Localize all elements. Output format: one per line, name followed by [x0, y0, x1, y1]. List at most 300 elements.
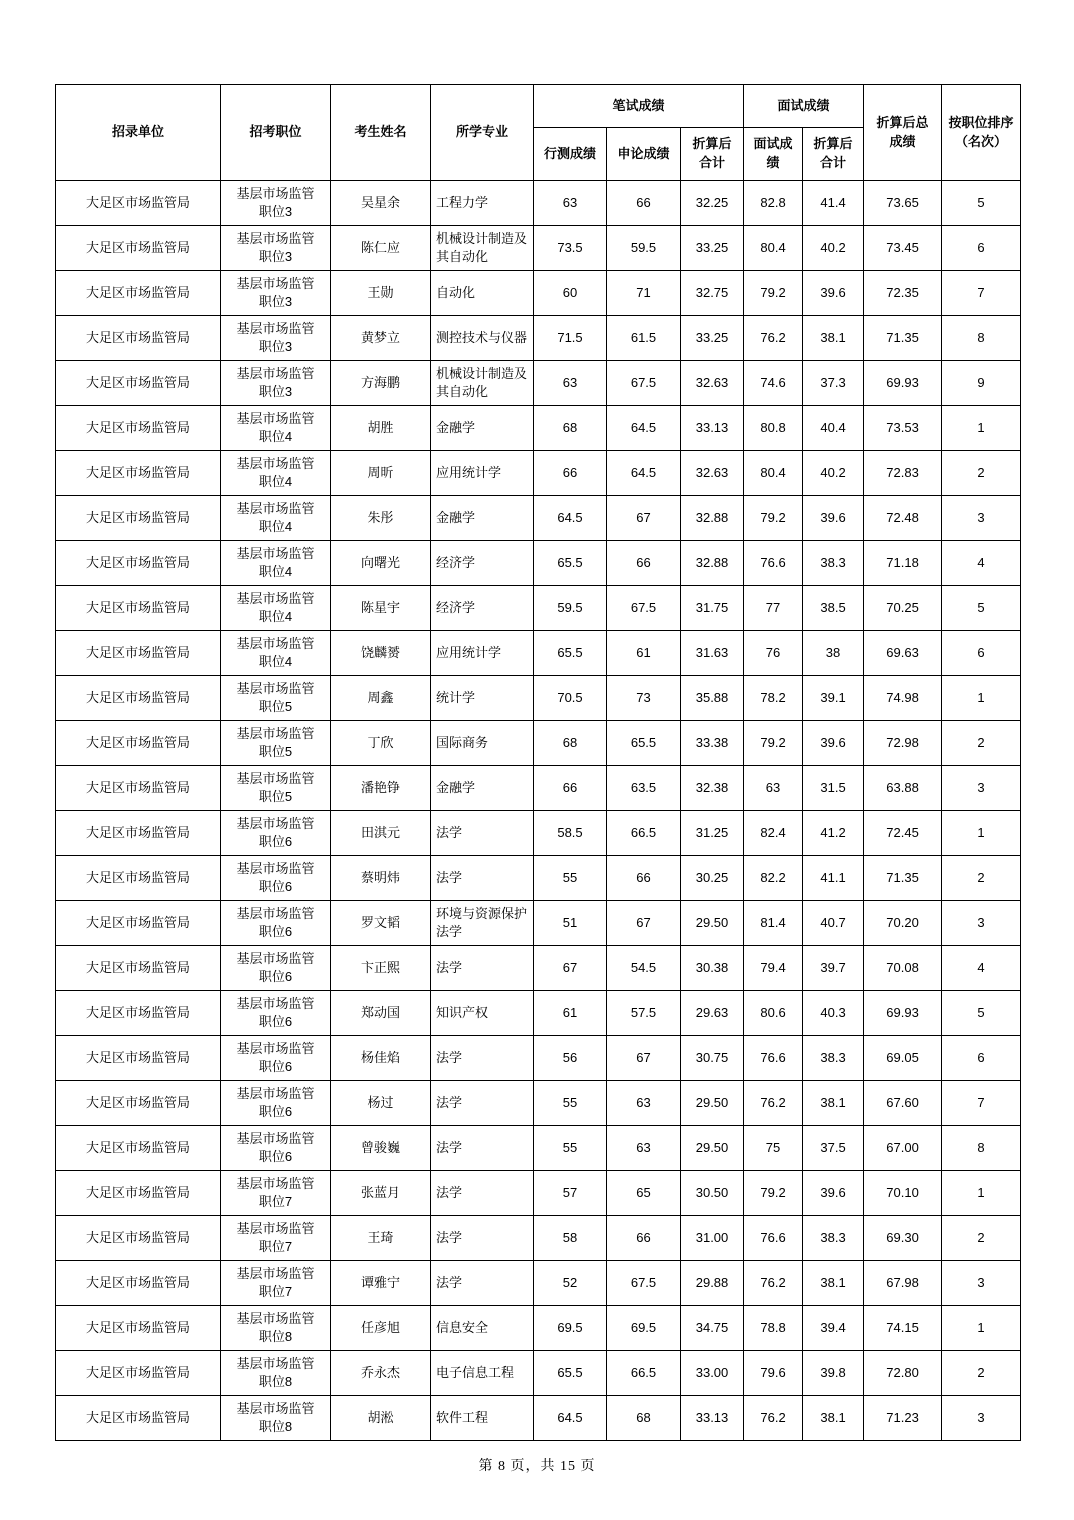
table-row: [56, 1171, 1021, 1216]
cell-total-score: 74.98: [864, 676, 942, 721]
cell-unit: 大足区市场监管局: [56, 1081, 221, 1126]
table-row: [56, 226, 1021, 271]
cell-candidate-name: 杨佳焰: [331, 1036, 431, 1081]
table-row: [56, 1351, 1021, 1396]
cell-xingce-score: 67: [534, 946, 607, 991]
cell-interview-converted: 40.2: [803, 451, 864, 496]
cell-written-converted: 34.75: [681, 1306, 744, 1351]
cell-interview-score: 82.2: [744, 856, 803, 901]
cell-interview-score: 80.4: [744, 226, 803, 271]
cell-shenlun-score: 64.5: [607, 451, 681, 496]
cell-shenlun-score: 65: [607, 1171, 681, 1216]
cell-major: 法学: [431, 811, 534, 856]
cell-interview-score: 76.2: [744, 1081, 803, 1126]
cell-xingce-score: 57: [534, 1171, 607, 1216]
cell-shenlun-score: 67: [607, 1036, 681, 1081]
cell-candidate-name: 饶麟赟: [331, 631, 431, 676]
cell-unit: 大足区市场监管局: [56, 766, 221, 811]
cell-xingce-score: 55: [534, 1081, 607, 1126]
cell-xingce-score: 58.5: [534, 811, 607, 856]
header-position: 招考职位: [221, 85, 331, 181]
cell-total-score: 72.35: [864, 271, 942, 316]
cell-major: 统计学: [431, 676, 534, 721]
cell-interview-converted: 39.4: [803, 1306, 864, 1351]
cell-candidate-name: 曾骏巍: [331, 1126, 431, 1171]
cell-shenlun-score: 64.5: [607, 406, 681, 451]
cell-position: 基层市场监管 职位3: [221, 226, 331, 271]
cell-candidate-name: 谭雅宁: [331, 1261, 431, 1306]
table-row: [56, 1081, 1021, 1126]
table-row: [56, 991, 1021, 1036]
cell-xingce-score: 70.5: [534, 676, 607, 721]
header-interview-score: 面试成绩: [744, 128, 803, 181]
cell-interview-score: 79.6: [744, 1351, 803, 1396]
cell-unit: 大足区市场监管局: [56, 226, 221, 271]
cell-total-score: 71.23: [864, 1396, 942, 1441]
cell-shenlun-score: 67: [607, 901, 681, 946]
cell-interview-score: 80.6: [744, 991, 803, 1036]
cell-unit: 大足区市场监管局: [56, 496, 221, 541]
cell-candidate-name: 黄梦立: [331, 316, 431, 361]
cell-major: 工程力学: [431, 181, 534, 226]
cell-interview-converted: 39.6: [803, 1171, 864, 1216]
cell-shenlun-score: 67.5: [607, 361, 681, 406]
cell-shenlun-score: 66.5: [607, 1351, 681, 1396]
cell-unit: 大足区市场监管局: [56, 901, 221, 946]
cell-major: 金融学: [431, 406, 534, 451]
cell-rank: 1: [942, 1306, 1021, 1351]
cell-position: 基层市场监管 职位7: [221, 1171, 331, 1216]
cell-rank: 3: [942, 1396, 1021, 1441]
cell-candidate-name: 陈星宇: [331, 586, 431, 631]
cell-major: 环境与资源保护法学: [431, 901, 534, 946]
cell-position: 基层市场监管 职位4: [221, 496, 331, 541]
cell-total-score: 67.00: [864, 1126, 942, 1171]
cell-unit: 大足区市场监管局: [56, 316, 221, 361]
cell-interview-score: 76.2: [744, 316, 803, 361]
cell-total-score: 72.80: [864, 1351, 942, 1396]
cell-interview-converted: 40.4: [803, 406, 864, 451]
header-name: 考生姓名: [331, 85, 431, 181]
cell-unit: 大足区市场监管局: [56, 676, 221, 721]
table-row: [56, 856, 1021, 901]
cell-xingce-score: 65.5: [534, 1351, 607, 1396]
cell-shenlun-score: 66: [607, 1216, 681, 1261]
cell-unit: 大足区市场监管局: [56, 586, 221, 631]
table-row: [56, 1396, 1021, 1441]
cell-major: 法学: [431, 1171, 534, 1216]
cell-candidate-name: 周昕: [331, 451, 431, 496]
cell-written-converted: 33.00: [681, 1351, 744, 1396]
page-number: 第 8 页，共 15 页: [478, 1459, 596, 1474]
cell-major: 法学: [431, 856, 534, 901]
cell-major: 自动化: [431, 271, 534, 316]
cell-interview-score: 63: [744, 766, 803, 811]
cell-total-score: 67.98: [864, 1261, 942, 1306]
header-group-interview: 面试成绩: [744, 85, 864, 128]
cell-interview-score: 76.6: [744, 1216, 803, 1261]
cell-written-converted: 33.38: [681, 721, 744, 766]
cell-interview-converted: 39.1: [803, 676, 864, 721]
cell-major: 金融学: [431, 766, 534, 811]
cell-rank: 7: [942, 1081, 1021, 1126]
cell-interview-converted: 38.1: [803, 1081, 864, 1126]
table-row: [56, 361, 1021, 406]
cell-rank: 9: [942, 361, 1021, 406]
cell-total-score: 69.05: [864, 1036, 942, 1081]
cell-interview-converted: 37.3: [803, 361, 864, 406]
cell-xingce-score: 63: [534, 181, 607, 226]
cell-shenlun-score: 63: [607, 1126, 681, 1171]
cell-interview-converted: 38.3: [803, 541, 864, 586]
cell-candidate-name: 乔永杰: [331, 1351, 431, 1396]
table-row: [56, 181, 1021, 226]
cell-position: 基层市场监管 职位4: [221, 586, 331, 631]
cell-written-converted: 35.88: [681, 676, 744, 721]
cell-rank: 1: [942, 676, 1021, 721]
cell-rank: 5: [942, 586, 1021, 631]
cell-unit: 大足区市场监管局: [56, 1171, 221, 1216]
cell-unit: 大足区市场监管局: [56, 991, 221, 1036]
cell-interview-score: 80.4: [744, 451, 803, 496]
cell-candidate-name: 罗文韬: [331, 901, 431, 946]
cell-total-score: 71.35: [864, 856, 942, 901]
cell-position: 基层市场监管 职位4: [221, 451, 331, 496]
cell-xingce-score: 56: [534, 1036, 607, 1081]
header-xingce: 行测成绩: [534, 128, 607, 181]
cell-major: 测控技术与仪器: [431, 316, 534, 361]
cell-major: 应用统计学: [431, 451, 534, 496]
table-row: [56, 901, 1021, 946]
cell-total-score: 72.83: [864, 451, 942, 496]
table-row: [56, 811, 1021, 856]
cell-interview-score: 76.2: [744, 1261, 803, 1306]
cell-unit: 大足区市场监管局: [56, 1396, 221, 1441]
cell-interview-score: 79.2: [744, 721, 803, 766]
cell-interview-converted: 31.5: [803, 766, 864, 811]
cell-rank: 1: [942, 1171, 1021, 1216]
table-row: [56, 496, 1021, 541]
cell-major: 电子信息工程: [431, 1351, 534, 1396]
header-rank: 按职位排序 （名次）: [942, 85, 1021, 181]
cell-interview-converted: 38.1: [803, 1396, 864, 1441]
cell-rank: 3: [942, 496, 1021, 541]
cell-interview-score: 80.8: [744, 406, 803, 451]
cell-position: 基层市场监管 职位8: [221, 1396, 331, 1441]
cell-written-converted: 33.13: [681, 406, 744, 451]
cell-major: 机械设计制造及其自动化: [431, 226, 534, 271]
cell-major: 经济学: [431, 541, 534, 586]
table-row: [56, 1306, 1021, 1351]
cell-interview-score: 76.6: [744, 541, 803, 586]
cell-interview-converted: 40.2: [803, 226, 864, 271]
cell-xingce-score: 71.5: [534, 316, 607, 361]
table-row: [56, 676, 1021, 721]
table-row: [56, 766, 1021, 811]
cell-interview-converted: 39.8: [803, 1351, 864, 1396]
cell-unit: 大足区市场监管局: [56, 271, 221, 316]
cell-total-score: 69.93: [864, 991, 942, 1036]
table-row: [56, 541, 1021, 586]
cell-interview-converted: 41.4: [803, 181, 864, 226]
cell-written-converted: 30.50: [681, 1171, 744, 1216]
cell-xingce-score: 55: [534, 1126, 607, 1171]
cell-total-score: 70.25: [864, 586, 942, 631]
cell-written-converted: 29.50: [681, 1126, 744, 1171]
cell-interview-converted: 38.1: [803, 316, 864, 361]
cell-position: 基层市场监管 职位4: [221, 631, 331, 676]
cell-interview-converted: 38.3: [803, 1216, 864, 1261]
cell-rank: 2: [942, 1216, 1021, 1261]
header-interview-conv: 折算后 合计: [803, 128, 864, 181]
cell-major: 软件工程: [431, 1396, 534, 1441]
cell-major: 知识产权: [431, 991, 534, 1036]
cell-total-score: 67.60: [864, 1081, 942, 1126]
cell-position: 基层市场监管 职位5: [221, 676, 331, 721]
cell-unit: 大足区市场监管局: [56, 1306, 221, 1351]
table-row: [56, 946, 1021, 991]
cell-interview-converted: 41.1: [803, 856, 864, 901]
cell-total-score: 71.35: [864, 316, 942, 361]
cell-rank: 2: [942, 721, 1021, 766]
cell-interview-score: 76.6: [744, 1036, 803, 1081]
cell-written-converted: 32.63: [681, 451, 744, 496]
cell-written-converted: 31.00: [681, 1216, 744, 1261]
cell-candidate-name: 王勋: [331, 271, 431, 316]
table-row: [56, 1126, 1021, 1171]
cell-rank: 8: [942, 316, 1021, 361]
cell-written-converted: 30.75: [681, 1036, 744, 1081]
table-row: [56, 316, 1021, 361]
cell-written-converted: 33.25: [681, 316, 744, 361]
cell-total-score: 69.30: [864, 1216, 942, 1261]
cell-interview-score: 79.4: [744, 946, 803, 991]
cell-rank: 5: [942, 991, 1021, 1036]
cell-major: 法学: [431, 1036, 534, 1081]
cell-position: 基层市场监管 职位7: [221, 1261, 331, 1306]
cell-candidate-name: 王琦: [331, 1216, 431, 1261]
cell-rank: 4: [942, 946, 1021, 991]
cell-shenlun-score: 63.5: [607, 766, 681, 811]
cell-position: 基层市场监管 职位5: [221, 721, 331, 766]
cell-position: 基层市场监管 职位4: [221, 406, 331, 451]
cell-total-score: 74.15: [864, 1306, 942, 1351]
cell-written-converted: 32.88: [681, 541, 744, 586]
cell-written-converted: 31.63: [681, 631, 744, 676]
cell-written-converted: 33.13: [681, 1396, 744, 1441]
header-major: 所学专业: [431, 85, 534, 181]
cell-written-converted: 30.38: [681, 946, 744, 991]
cell-xingce-score: 55: [534, 856, 607, 901]
table-row: [56, 1036, 1021, 1081]
cell-interview-converted: 38: [803, 631, 864, 676]
cell-major: 国际商务: [431, 721, 534, 766]
cell-candidate-name: 卞正熙: [331, 946, 431, 991]
cell-shenlun-score: 65.5: [607, 721, 681, 766]
table-row: [56, 271, 1021, 316]
cell-xingce-score: 51: [534, 901, 607, 946]
cell-written-converted: 32.88: [681, 496, 744, 541]
cell-unit: 大足区市场监管局: [56, 811, 221, 856]
cell-xingce-score: 58: [534, 1216, 607, 1261]
cell-written-converted: 29.50: [681, 1081, 744, 1126]
cell-major: 金融学: [431, 496, 534, 541]
cell-interview-score: 81.4: [744, 901, 803, 946]
cell-unit: 大足区市场监管局: [56, 856, 221, 901]
cell-interview-score: 79.2: [744, 1171, 803, 1216]
cell-unit: 大足区市场监管局: [56, 631, 221, 676]
cell-candidate-name: 胡胜: [331, 406, 431, 451]
cell-interview-score: 79.2: [744, 271, 803, 316]
table-row: [56, 1216, 1021, 1261]
cell-shenlun-score: 66: [607, 541, 681, 586]
cell-major: 法学: [431, 1081, 534, 1126]
cell-candidate-name: 蔡明炜: [331, 856, 431, 901]
cell-major: 信息安全: [431, 1306, 534, 1351]
cell-total-score: 70.10: [864, 1171, 942, 1216]
cell-interview-converted: 38.1: [803, 1261, 864, 1306]
cell-xingce-score: 68: [534, 406, 607, 451]
table-row: [56, 406, 1021, 451]
cell-interview-converted: 39.6: [803, 496, 864, 541]
cell-total-score: 73.53: [864, 406, 942, 451]
cell-unit: 大足区市场监管局: [56, 721, 221, 766]
cell-major: 应用统计学: [431, 631, 534, 676]
cell-unit: 大足区市场监管局: [56, 1261, 221, 1306]
cell-xingce-score: 69.5: [534, 1306, 607, 1351]
cell-shenlun-score: 57.5: [607, 991, 681, 1036]
cell-total-score: 71.18: [864, 541, 942, 586]
cell-rank: 3: [942, 1261, 1021, 1306]
cell-written-converted: 29.50: [681, 901, 744, 946]
cell-rank: 4: [942, 541, 1021, 586]
cell-unit: 大足区市场监管局: [56, 1216, 221, 1261]
cell-position: 基层市场监管 职位3: [221, 181, 331, 226]
cell-candidate-name: 郑动国: [331, 991, 431, 1036]
cell-interview-score: 78.2: [744, 676, 803, 721]
cell-total-score: 63.88: [864, 766, 942, 811]
cell-total-score: 72.98: [864, 721, 942, 766]
cell-total-score: 72.45: [864, 811, 942, 856]
cell-shenlun-score: 61: [607, 631, 681, 676]
cell-rank: 6: [942, 1036, 1021, 1081]
cell-written-converted: 32.63: [681, 361, 744, 406]
cell-rank: 7: [942, 271, 1021, 316]
cell-candidate-name: 张蓝月: [331, 1171, 431, 1216]
cell-interview-converted: 41.2: [803, 811, 864, 856]
cell-position: 基层市场监管 职位7: [221, 1216, 331, 1261]
cell-candidate-name: 方海鹏: [331, 361, 431, 406]
cell-shenlun-score: 67.5: [607, 586, 681, 631]
cell-written-converted: 31.25: [681, 811, 744, 856]
cell-position: 基层市场监管 职位4: [221, 541, 331, 586]
cell-total-score: 70.20: [864, 901, 942, 946]
cell-rank: 2: [942, 856, 1021, 901]
score-table: [55, 84, 1021, 1441]
cell-candidate-name: 田淇元: [331, 811, 431, 856]
cell-candidate-name: 潘艳铮: [331, 766, 431, 811]
cell-interview-score: 77: [744, 586, 803, 631]
cell-unit: 大足区市场监管局: [56, 361, 221, 406]
cell-interview-score: 74.6: [744, 361, 803, 406]
cell-rank: 1: [942, 811, 1021, 856]
cell-rank: 6: [942, 631, 1021, 676]
cell-interview-converted: 37.5: [803, 1126, 864, 1171]
cell-major: 法学: [431, 946, 534, 991]
cell-rank: 5: [942, 181, 1021, 226]
cell-shenlun-score: 54.5: [607, 946, 681, 991]
cell-xingce-score: 66: [534, 766, 607, 811]
cell-candidate-name: 杨过: [331, 1081, 431, 1126]
cell-interview-converted: 38.3: [803, 1036, 864, 1081]
cell-xingce-score: 60: [534, 271, 607, 316]
cell-interview-score: 82.4: [744, 811, 803, 856]
cell-interview-converted: 38.5: [803, 586, 864, 631]
cell-total-score: 73.45: [864, 226, 942, 271]
cell-position: 基层市场监管 职位6: [221, 1126, 331, 1171]
header-written-conv: 折算后 合计: [681, 128, 744, 181]
cell-interview-converted: 39.6: [803, 721, 864, 766]
cell-xingce-score: 61: [534, 991, 607, 1036]
cell-position: 基层市场监管 职位5: [221, 766, 331, 811]
cell-major: 法学: [431, 1261, 534, 1306]
cell-written-converted: 32.25: [681, 181, 744, 226]
cell-written-converted: 32.38: [681, 766, 744, 811]
cell-unit: 大足区市场监管局: [56, 541, 221, 586]
table-row: [56, 451, 1021, 496]
cell-written-converted: 29.88: [681, 1261, 744, 1306]
cell-xingce-score: 64.5: [534, 1396, 607, 1441]
cell-xingce-score: 73.5: [534, 226, 607, 271]
cell-candidate-name: 任彦旭: [331, 1306, 431, 1351]
table-row: [56, 631, 1021, 676]
cell-candidate-name: 丁欣: [331, 721, 431, 766]
header-unit: 招录单位: [56, 85, 221, 181]
cell-xingce-score: 65.5: [534, 541, 607, 586]
cell-total-score: 70.08: [864, 946, 942, 991]
cell-xingce-score: 59.5: [534, 586, 607, 631]
cell-total-score: 73.65: [864, 181, 942, 226]
cell-unit: 大足区市场监管局: [56, 181, 221, 226]
cell-shenlun-score: 61.5: [607, 316, 681, 361]
table-body: [56, 181, 1021, 1441]
cell-candidate-name: 向曙光: [331, 541, 431, 586]
cell-shenlun-score: 73: [607, 676, 681, 721]
cell-interview-converted: 39.6: [803, 271, 864, 316]
cell-shenlun-score: 68: [607, 1396, 681, 1441]
cell-rank: 3: [942, 901, 1021, 946]
header-shenlun: 申论成绩: [607, 128, 681, 181]
cell-position: 基层市场监管 职位3: [221, 316, 331, 361]
cell-unit: 大足区市场监管局: [56, 1036, 221, 1081]
cell-candidate-name: 周鑫: [331, 676, 431, 721]
table-row: [56, 1261, 1021, 1306]
cell-interview-converted: 39.7: [803, 946, 864, 991]
cell-interview-score: 78.8: [744, 1306, 803, 1351]
cell-shenlun-score: 66: [607, 181, 681, 226]
cell-interview-score: 76.2: [744, 1396, 803, 1441]
cell-major: 法学: [431, 1126, 534, 1171]
cell-rank: 6: [942, 226, 1021, 271]
cell-candidate-name: 吴星余: [331, 181, 431, 226]
cell-position: 基层市场监管 职位6: [221, 901, 331, 946]
cell-shenlun-score: 63: [607, 1081, 681, 1126]
cell-unit: 大足区市场监管局: [56, 406, 221, 451]
cell-candidate-name: 陈仁应: [331, 226, 431, 271]
cell-xingce-score: 64.5: [534, 496, 607, 541]
cell-total-score: 72.48: [864, 496, 942, 541]
cell-position: 基层市场监管 职位6: [221, 946, 331, 991]
